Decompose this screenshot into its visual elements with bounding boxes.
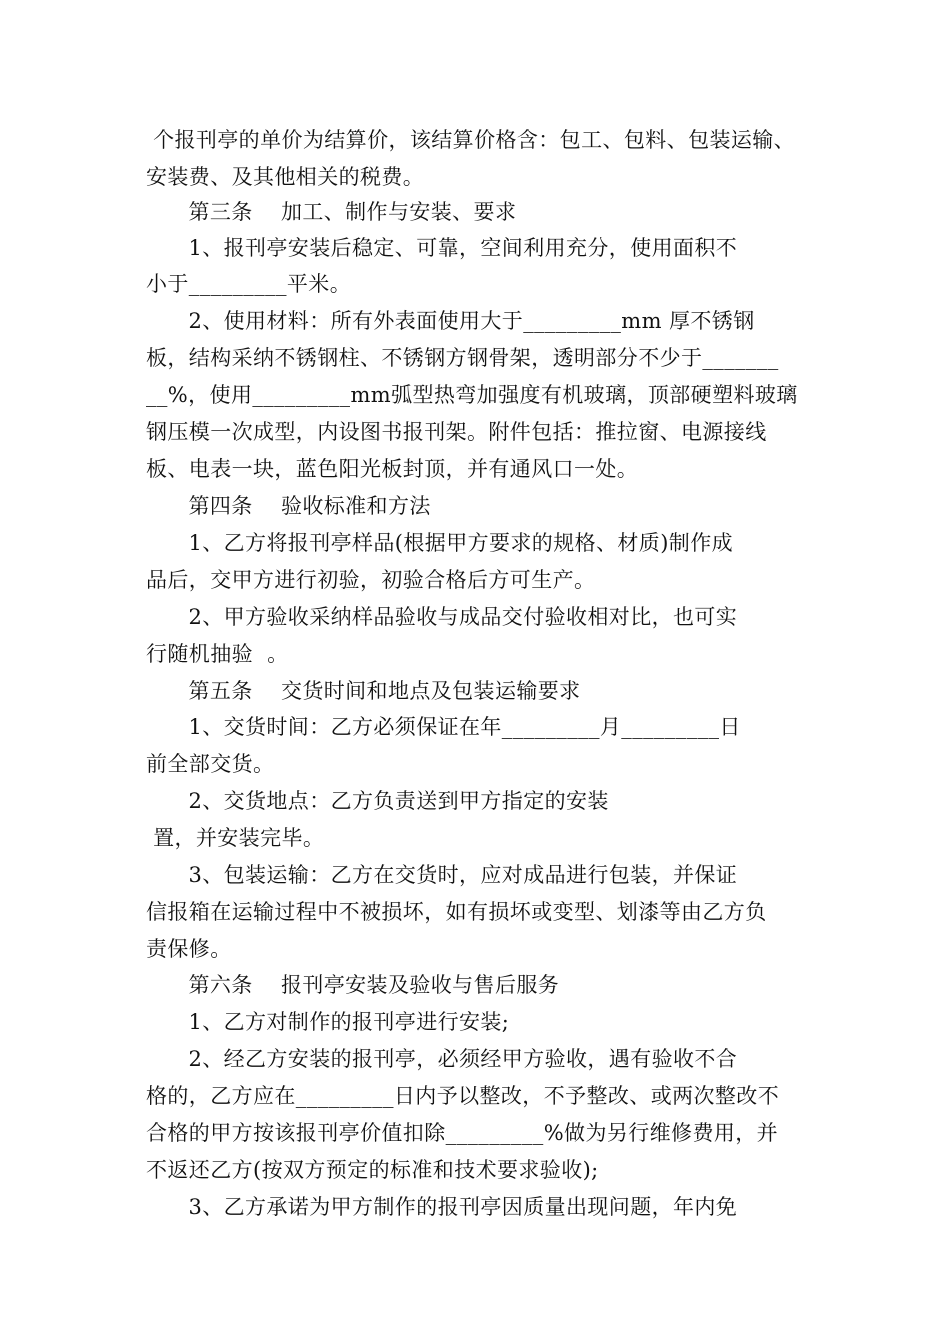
- section-heading: 第五条 交货时间和地点及包装运输要求: [146, 679, 581, 703]
- text-line: 合格的甲方按该报刊亭价值扣除_________%做为另行维修费用，并: [146, 1121, 779, 1145]
- text-line: 责保修。: [146, 937, 232, 961]
- text-line: 格的，乙方应在_________日内予以整改，不予整改、或两次整改不: [146, 1084, 780, 1108]
- text-line: 1、乙方将报刊亭样品(根据甲方要求的规格、材质)制作成: [146, 531, 733, 555]
- text-line: 个报刊亭的单价为结算价，该结算价格含：包工、包料、包装运输、: [146, 128, 796, 152]
- text-line: 信报箱在运输过程中不被损坏，如有损坏或变型、划漆等由乙方负: [146, 900, 767, 924]
- text-line: 1、交货时间：乙方必须保证在年_________月_________日: [146, 715, 741, 739]
- text-line: 2、使用材料：所有外表面使用大于_________mm 厚不锈钢: [146, 309, 755, 333]
- text-line: 板、电表一块，蓝色阳光板封顶，并有通风口一处。: [146, 457, 639, 481]
- text-line: 行随机抽验 。: [146, 642, 289, 666]
- text-line: 品后，交甲方进行初验，初验合格后方可生产。: [146, 568, 596, 592]
- text-line: 钢压模一次成型，内设图书报刊架。附件包括：推拉窗、电源接线: [146, 420, 767, 444]
- section-heading: 第六条 报刊亭安装及验收与售后服务: [146, 973, 560, 997]
- text-line: 置，并安装完毕。: [146, 826, 325, 850]
- text-line: 3、包装运输：乙方在交货时，应对成品进行包装，并保证: [146, 863, 738, 887]
- text-line: 小于_________平米。: [146, 272, 352, 296]
- section-heading: 第四条 验收标准和方法: [146, 494, 431, 518]
- text-line: 2、交货地点：乙方负责送到甲方指定的安装: [146, 789, 609, 813]
- text-line: 3、乙方承诺为甲方制作的报刊亭因质量出现问题，年内免: [146, 1195, 738, 1219]
- text-line: 1、报刊亭安装后稳定、可靠，空间利用充分，使用面积不: [146, 236, 738, 260]
- text-line: 板，结构采纳不锈钢柱、不锈钢方钢骨架，透明部分不少于_______: [146, 346, 779, 370]
- text-line: 安装费、及其他相关的税费。: [146, 165, 425, 189]
- text-line: 2、甲方验收采纳样品验收与成品交付验收相对比，也可实: [146, 605, 738, 629]
- text-line: 前全部交货。: [146, 752, 275, 776]
- section-heading: 第三条 加工、制作与安装、要求: [146, 200, 517, 224]
- text-line: 1、乙方对制作的报刊亭进行安装;: [146, 1010, 510, 1034]
- text-line: 2、经乙方安装的报刊亭，必须经甲方验收，遇有验收不合: [146, 1047, 738, 1071]
- text-line: 不返还乙方(按双方预定的标准和技术要求验收);: [146, 1158, 599, 1182]
- text-line: __%，使用_________mm弧型热弯加强度有机玻璃，顶部硬塑料玻璃: [146, 383, 798, 407]
